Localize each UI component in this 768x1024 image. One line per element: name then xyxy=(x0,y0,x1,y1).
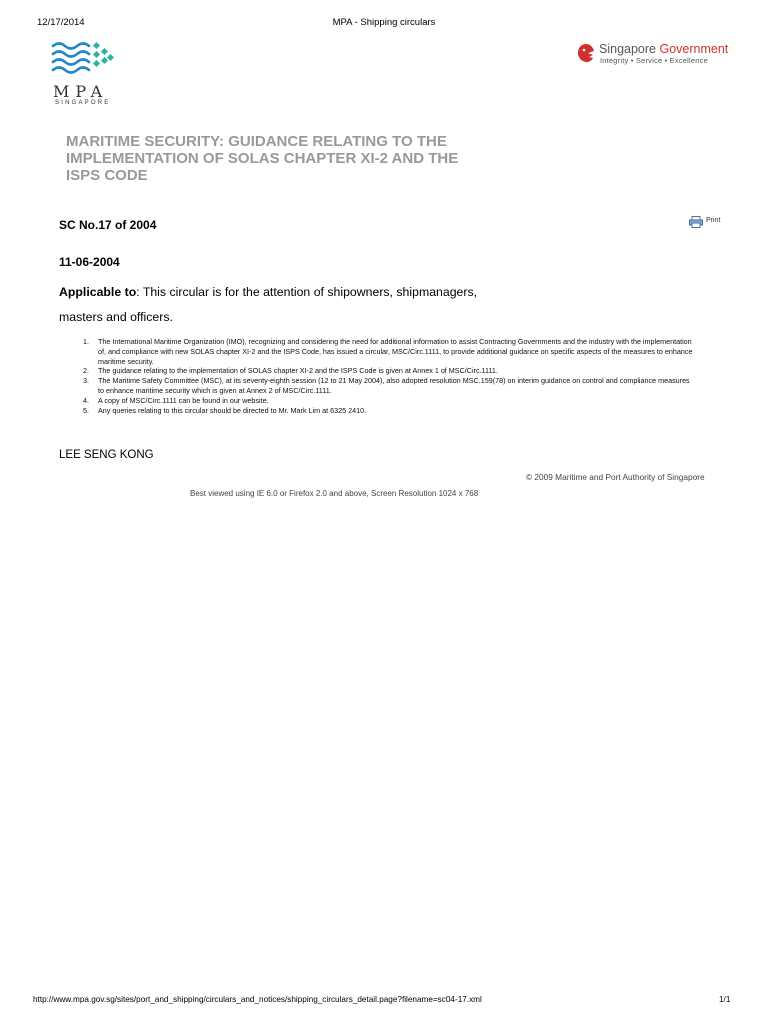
applicable-to xyxy=(59,285,559,299)
print-label: Print xyxy=(706,217,721,224)
best-viewed-notice: Best viewed using IE 6.0 or Firefox 2.0 and above, Screen Resolution 1024 x 768 xyxy=(190,489,479,498)
lion-head-icon xyxy=(577,43,596,63)
item-number: 1. xyxy=(83,337,89,346)
applicable-text: : This circular is for the attention of shipowners, shipmanagers, xyxy=(136,285,478,299)
printer-icon xyxy=(689,216,703,228)
list-item xyxy=(83,396,693,406)
singapore-government-logo[interactable] xyxy=(577,42,737,66)
circular-number: SC No.17 of 2004 xyxy=(59,218,157,232)
gov-tagline: Integrity • Service • Excellence xyxy=(600,56,708,65)
circular-title: MARITIME SECURITY: GUIDANCE RELATING TO THE IMPLEMENTATION OF SOLAS CHAPTER XI-2 AND THE ISPS CODE xyxy=(66,133,459,184)
mpa-logo[interactable] xyxy=(50,40,120,112)
logo-sub: SINGAPORE xyxy=(55,100,111,106)
item-number: 2. xyxy=(83,366,89,376)
applicable-text-continued: masters and officers. xyxy=(59,310,173,324)
copyright-notice: © 2009 Maritime and Port Authority of Singapore xyxy=(526,472,705,482)
list-item xyxy=(83,366,693,376)
item-number: 5. xyxy=(83,405,89,415)
item-number: 3. xyxy=(83,376,89,386)
item-text: The International Maritime Organization (IMO), recognizing and considering the need for additional information to assist Contracting Governments and the industry with the implementation of, and compliance with new SOLAS chapter XI-2 and the ISPS Code, has issued a circular, MSC/Circ.1111, to provide additional guidance on specific aspects of the measures to enhance maritime security. xyxy=(98,337,693,366)
circular-items xyxy=(83,337,693,415)
print-url: http://www.mpa.gov.sg/sites/port_and_shipping/circulars_and_notices/shipping_circulars_detail.page?filename=sc04-17.xml xyxy=(33,995,482,1004)
logo-name: MPA xyxy=(53,82,109,101)
item-number: 4. xyxy=(83,395,89,405)
gov-name-word2: Government xyxy=(659,42,729,56)
list-item xyxy=(83,406,693,416)
print-page-title: MPA - Shipping circulars xyxy=(332,17,436,28)
list-item xyxy=(83,337,693,366)
print-header xyxy=(0,17,768,31)
circular-date: 11-06-2004 xyxy=(59,255,120,269)
mpa-waves-logo-icon xyxy=(50,40,116,80)
print-date: 12/17/2014 xyxy=(37,17,85,28)
list-item xyxy=(83,376,693,396)
item-text: A copy of MSC/Circ.1111 can be found in our website. xyxy=(98,395,269,405)
item-text: The guidance relating to the implementation of SOLAS chapter XI-2 and the ISPS Code is given at Annex 1 of MSC/Circ.1111. xyxy=(98,366,498,376)
print-page-number: 1/1 xyxy=(719,995,731,1004)
item-text: The Maritime Safety Committee (MSC), at its seventy-eighth session (12 to 21 May 2004), also adopted resolution MSC.159(78) on interim guidance on control and compliance measures to enhance maritime security which is given at Annex 2 of MSC/Circ.1111. xyxy=(98,376,690,395)
signer-name: LEE SENG KONG xyxy=(59,449,154,461)
applicable-label: Applicable to xyxy=(59,285,137,299)
gov-name-word1: Singapore xyxy=(599,42,656,56)
gov-name xyxy=(599,42,728,56)
item-text: Any queries relating to this circular should be directed to Mr. Mark Lim at 6325 2410. xyxy=(98,405,367,415)
